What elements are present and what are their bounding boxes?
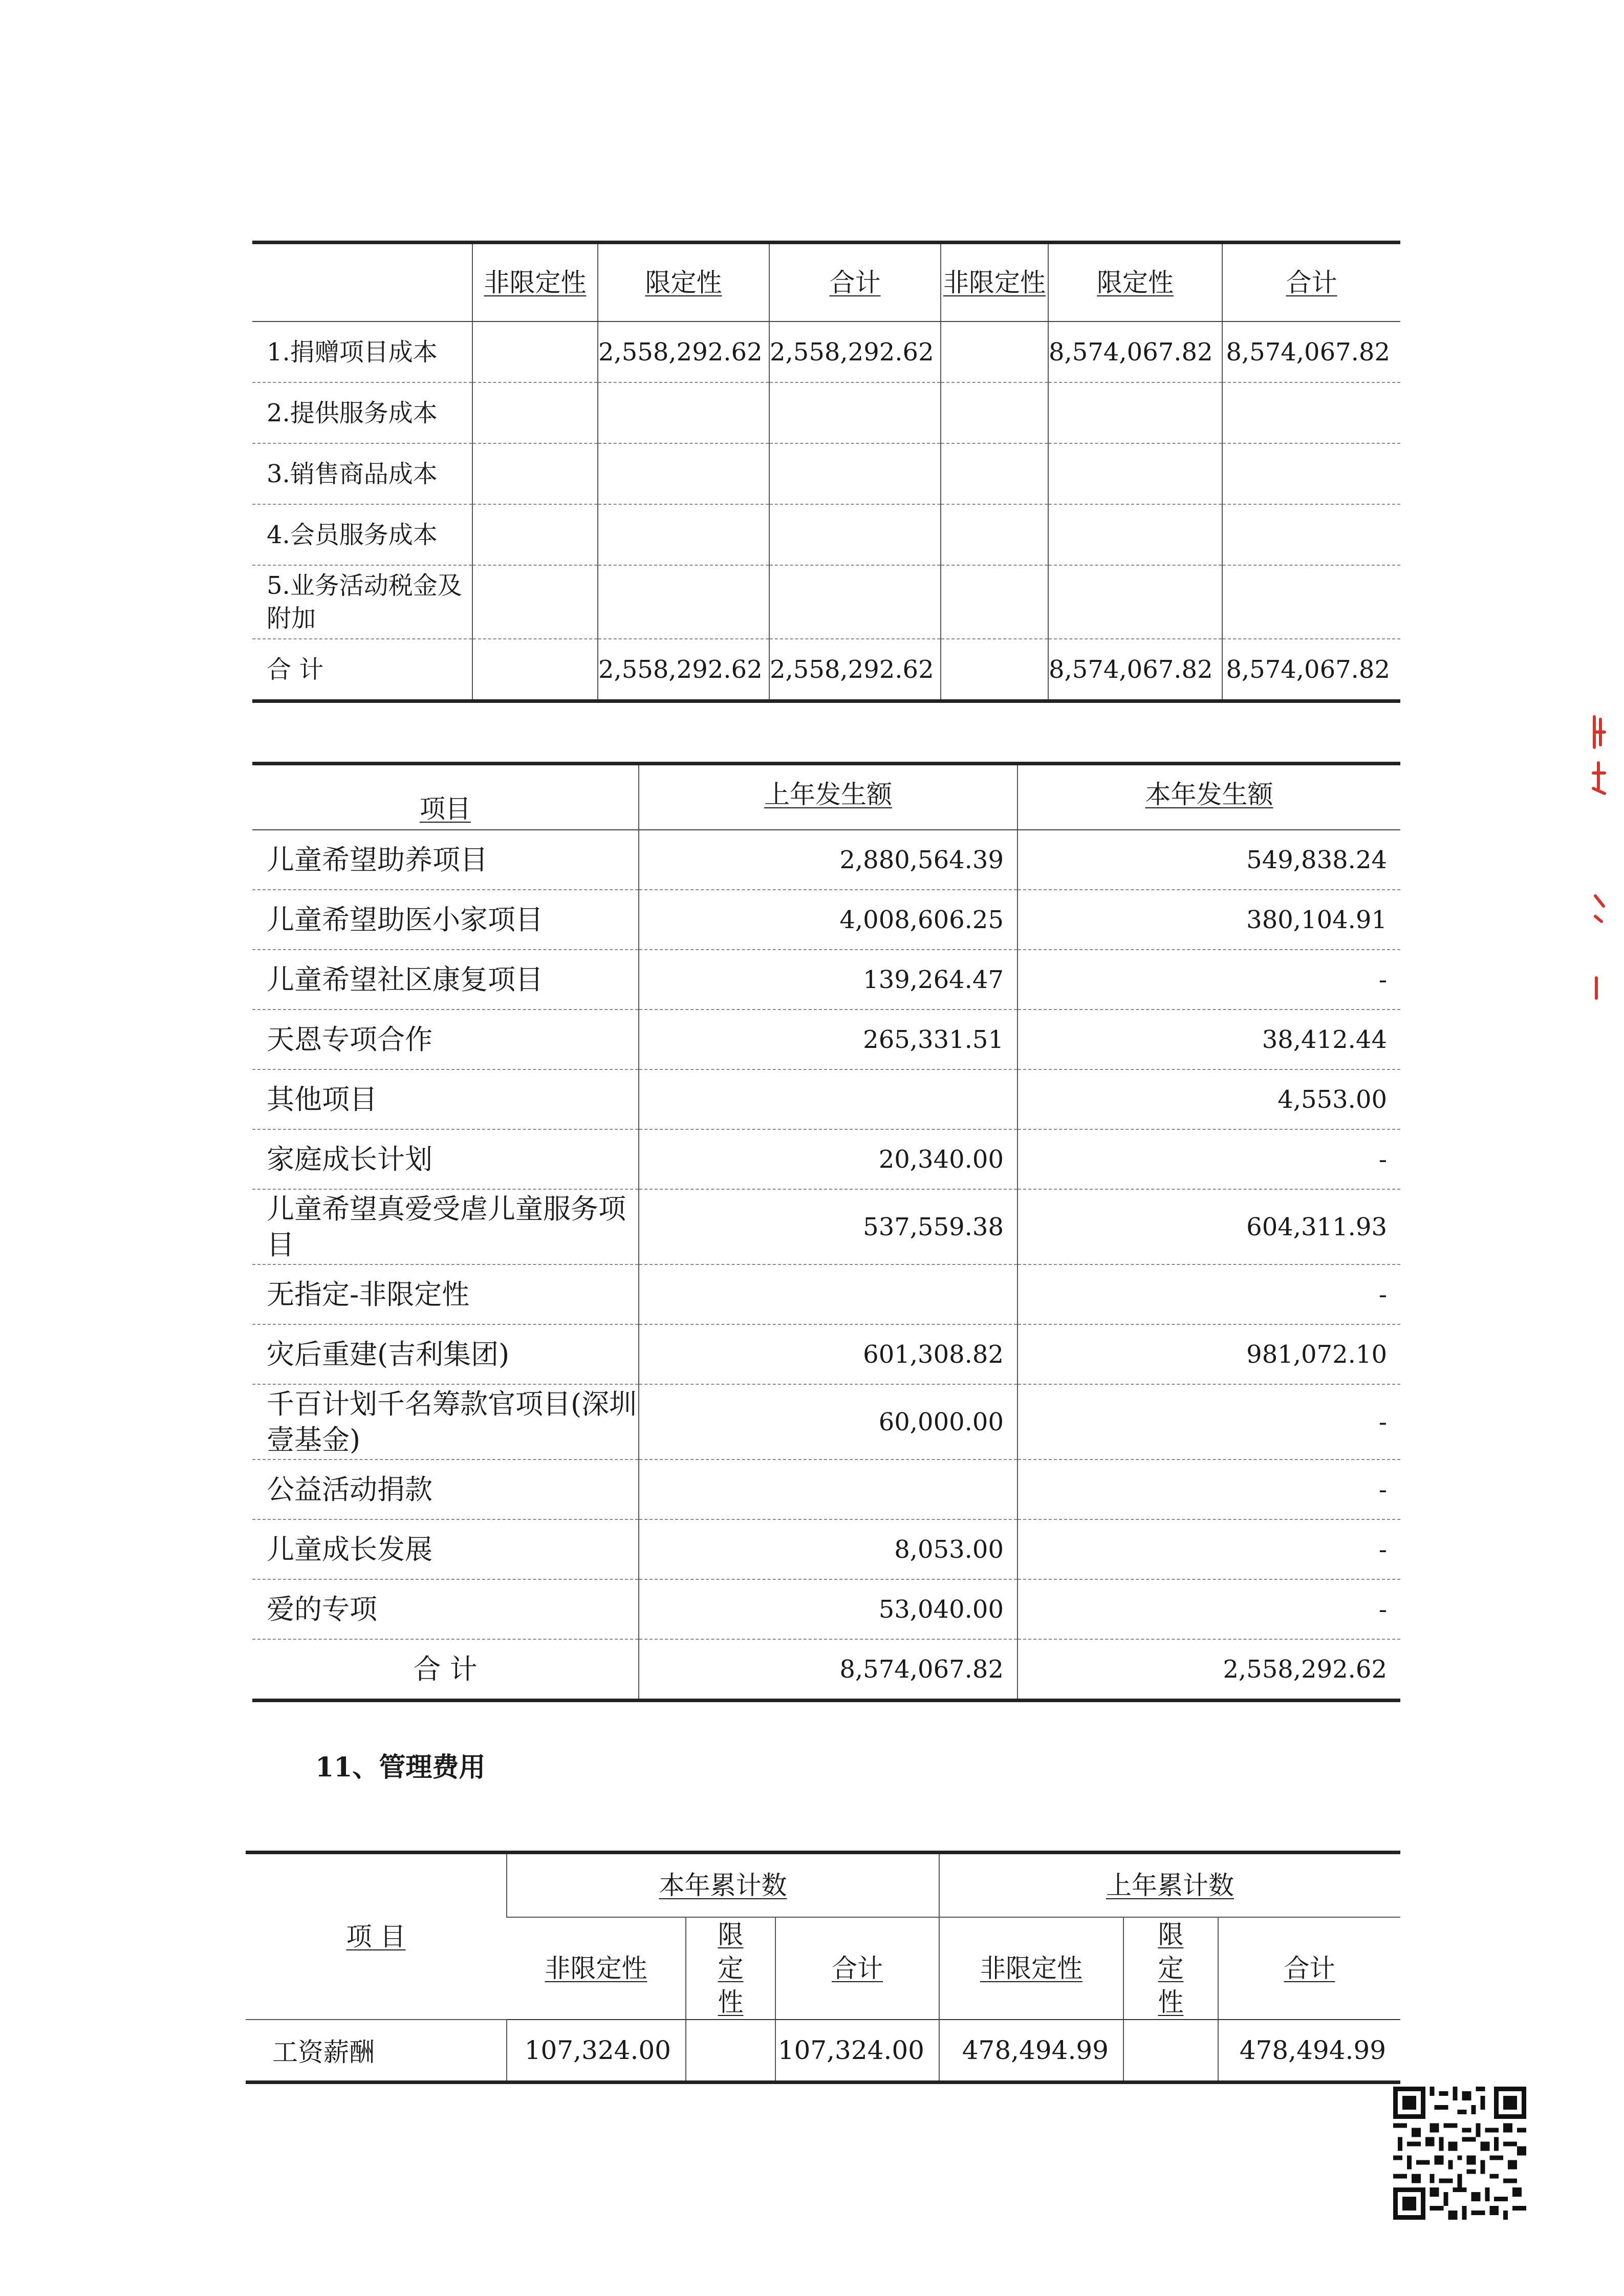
header-project: 项目 (252, 764, 639, 830)
header-unrestricted-2: 非限定性 (941, 243, 1048, 322)
table-header-row (252, 243, 1400, 322)
cell: 478,494.99 (939, 2020, 1123, 2083)
prev-value: 53,040.00 (639, 1579, 1017, 1639)
row-label: 其他项目 (252, 1069, 639, 1129)
row-label: 灾后重建(吉利集团) (252, 1324, 639, 1384)
row-label: 天恩专项合作 (252, 1010, 639, 1069)
cell (941, 504, 1048, 565)
prev-value (639, 1264, 1017, 1324)
table-row (252, 1069, 1400, 1129)
cell (686, 2020, 775, 2083)
curr-value: 549,838.24 (1017, 830, 1400, 890)
header-unrestricted: 非限定性 (507, 1917, 686, 2020)
row-label: 3.销售商品成本 (252, 443, 472, 504)
verification-qr-code (1393, 2086, 1526, 2220)
cell (769, 382, 941, 443)
row-label: 爱的专项 (252, 1579, 639, 1639)
curr-value: - (1017, 1264, 1400, 1324)
row-label: 工资薪酬 (272, 2037, 375, 2067)
header-unrestricted-2: 非限定性 (939, 1917, 1123, 2020)
section-title-admin-expenses: 11、管理费用 (315, 1752, 486, 1783)
cell (769, 443, 941, 504)
row-label: 家庭成长计划 (252, 1129, 639, 1189)
prev-value: 8,053.00 (639, 1519, 1017, 1579)
row-label: 合 计 (267, 655, 324, 684)
table-row (252, 1010, 1400, 1069)
cell (472, 321, 598, 382)
curr-value: 4,553.00 (1017, 1069, 1400, 1129)
cell (472, 639, 598, 701)
table-row (252, 1519, 1400, 1579)
prev-value: 265,331.51 (639, 1010, 1017, 1069)
cell (472, 504, 598, 565)
project-breakdown-table (252, 762, 1400, 1702)
cell: 2,558,292.62 (598, 321, 769, 382)
row-label: 千百计划千名筹款官项目(深圳壹基金) (252, 1384, 639, 1460)
cell: 8,574,067.82 (1222, 639, 1400, 701)
prev-value: 537,559.38 (639, 1189, 1017, 1264)
seal-stamp-fragment (1589, 712, 1610, 1019)
table-row (252, 1460, 1400, 1519)
curr-value: - (1017, 1129, 1400, 1189)
header-blank (252, 243, 472, 322)
header-prior-cumulative: 上年累计数 (939, 1853, 1400, 1918)
header-item: 项 目 (246, 1853, 507, 2020)
cell (1123, 2020, 1218, 2083)
curr-value: 604,311.93 (1017, 1189, 1400, 1264)
row-label: 儿童希望真爱受虐儿童服务项目 (252, 1189, 639, 1264)
prev-value: 139,264.47 (639, 950, 1017, 1010)
cell: 2,558,292.62 (598, 639, 769, 701)
header-unrestricted: 非限定性 (472, 243, 598, 322)
cell (1222, 504, 1400, 565)
cell: 8,574,067.82 (1048, 639, 1222, 701)
table-row (252, 1129, 1400, 1189)
prev-value: 20,340.00 (639, 1129, 1017, 1189)
table-header-row (252, 764, 1400, 830)
row-label: 儿童成长发展 (252, 1519, 639, 1579)
table-row (252, 443, 1400, 504)
cell (1222, 565, 1400, 639)
table-row (252, 382, 1400, 443)
table-row (252, 830, 1400, 890)
header-curr-year: 本年发生额 (1017, 764, 1400, 830)
header-restricted: 限定性 (598, 243, 769, 322)
cell (472, 565, 598, 639)
admin-expense-table (246, 1851, 1400, 2084)
cell (1222, 382, 1400, 443)
table-row (246, 2020, 1400, 2083)
curr-value: - (1017, 1384, 1400, 1460)
prev-value: 4,008,606.25 (639, 890, 1017, 950)
row-label: 儿童希望社区康复项目 (252, 950, 639, 1010)
cell: 2,558,292.62 (769, 639, 941, 701)
header-restricted-2: 限定性 (1048, 243, 1222, 322)
cell (1222, 443, 1400, 504)
cell (598, 382, 769, 443)
header-total-2: 合计 (1218, 1917, 1400, 2020)
header-restricted-2: 限定性 (1123, 1917, 1218, 2020)
cell (941, 321, 1048, 382)
table-row (252, 1384, 1400, 1460)
cell (598, 504, 769, 565)
header-restricted: 限定性 (686, 1917, 775, 2020)
row-label: 1.捐赠项目成本 (252, 321, 472, 382)
row-label: 儿童希望助医小家项目 (252, 890, 639, 950)
row-label: 公益活动捐款 (252, 1460, 639, 1519)
cell (1048, 565, 1222, 639)
cell (769, 504, 941, 565)
table-row (252, 1579, 1400, 1639)
curr-value: - (1017, 1579, 1400, 1639)
table-row (252, 1324, 1400, 1384)
row-label: 无指定-非限定性 (252, 1264, 639, 1324)
prev-value (639, 1069, 1017, 1129)
cell (1048, 443, 1222, 504)
prev-value (639, 1460, 1017, 1519)
header-total-2: 合计 (1222, 243, 1400, 322)
curr-value: - (1017, 950, 1400, 1010)
cell: 107,324.00 (775, 2020, 939, 2083)
cell (472, 382, 598, 443)
table-row (252, 1189, 1400, 1264)
prev-value: 2,880,564.39 (639, 830, 1017, 890)
prev-value: 60,000.00 (639, 1384, 1017, 1460)
curr-value: 380,104.91 (1017, 890, 1400, 950)
table-row (252, 1264, 1400, 1324)
total-row (252, 639, 1400, 701)
row-label: 5.业务活动税金及附加 (252, 565, 472, 639)
total-row (252, 1639, 1400, 1701)
cell (598, 443, 769, 504)
table-row (252, 950, 1400, 1010)
table-row (252, 565, 1400, 639)
cell (598, 565, 769, 639)
curr-value: 981,072.10 (1017, 1324, 1400, 1384)
cell: 8,574,067.82 (1222, 321, 1400, 382)
header-prev-year: 上年发生额 (639, 764, 1017, 830)
cell (1048, 382, 1222, 443)
row-label: 合 计 (413, 1653, 478, 1685)
cell: 478,494.99 (1218, 2020, 1400, 2083)
header-current-cumulative: 本年累计数 (507, 1853, 939, 1918)
business-cost-table (252, 241, 1400, 703)
cell: 107,324.00 (507, 2020, 686, 2083)
prev-value: 601,308.82 (639, 1324, 1017, 1384)
row-label: 4.会员服务成本 (252, 504, 472, 565)
cell: 8,574,067.82 (1048, 321, 1222, 382)
curr-value: 38,412.44 (1017, 1010, 1400, 1069)
curr-value: 2,558,292.62 (1017, 1639, 1400, 1701)
table-row (252, 890, 1400, 950)
cell (941, 443, 1048, 504)
cell (472, 443, 598, 504)
cell (941, 382, 1048, 443)
header-total: 合计 (769, 243, 941, 322)
table-row (252, 504, 1400, 565)
header-total: 合计 (775, 1917, 939, 2020)
curr-value: - (1017, 1460, 1400, 1519)
cell: 2,558,292.62 (769, 321, 941, 382)
cell (769, 565, 941, 639)
cell (941, 565, 1048, 639)
row-label: 2.提供服务成本 (252, 382, 472, 443)
cell (1048, 504, 1222, 565)
curr-value: - (1017, 1519, 1400, 1579)
cell (941, 639, 1048, 701)
table-header-row (246, 1853, 1400, 1918)
prev-value: 8,574,067.82 (639, 1639, 1017, 1701)
table-row (252, 321, 1400, 382)
row-label: 儿童希望助养项目 (252, 830, 639, 890)
